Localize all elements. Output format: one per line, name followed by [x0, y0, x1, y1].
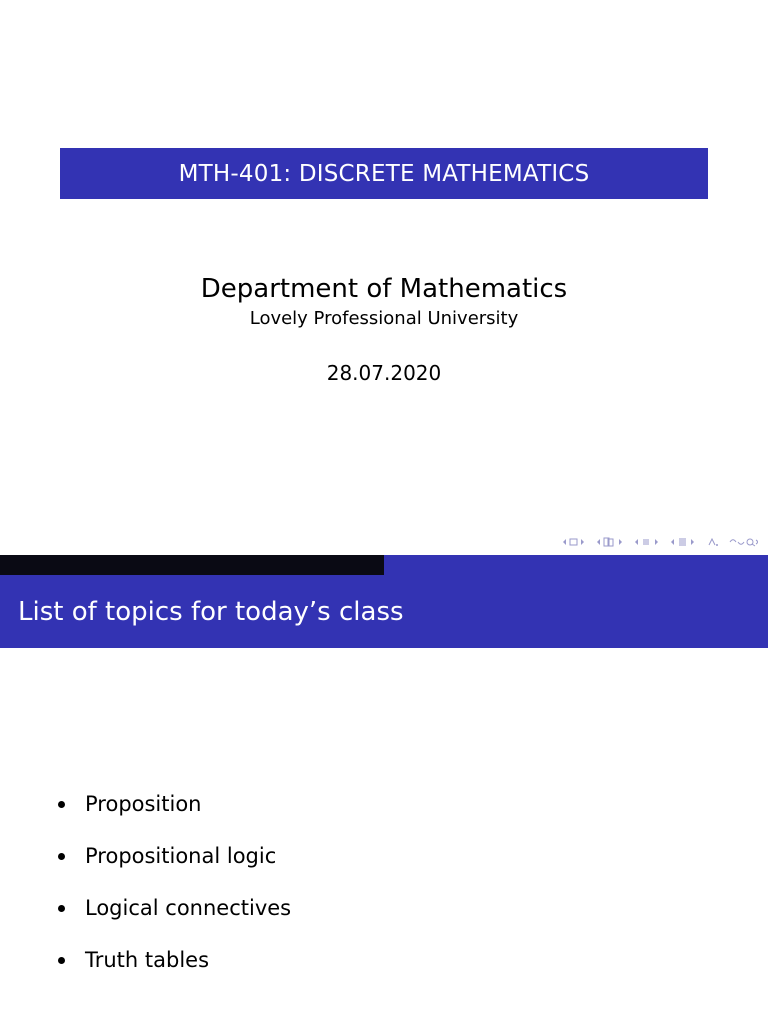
search-nav-group — [728, 537, 760, 547]
topic-label: Proposition — [85, 792, 202, 816]
frame-title: List of topics for today’s class — [18, 596, 404, 627]
topic-label: Truth tables — [85, 948, 210, 972]
bullet-icon — [58, 853, 65, 860]
bullet-icon — [58, 801, 65, 808]
search-icon[interactable] — [728, 537, 760, 547]
frame-title-bar — [0, 575, 768, 648]
topic-label: Logical connectives — [85, 896, 292, 920]
bullet-icon — [58, 957, 65, 964]
subsection-nav-group — [596, 537, 626, 547]
progress-fill — [0, 555, 384, 575]
list-item — [58, 830, 291, 882]
back-nav-group — [706, 537, 720, 547]
course-title: MTH-401: DISCRETE MATHEMATICS — [178, 160, 590, 187]
topics-slide — [0, 555, 768, 1024]
course-title-banner — [60, 148, 708, 199]
section-nav-icon[interactable] — [634, 537, 662, 547]
back-icon[interactable] — [706, 537, 720, 547]
beamer-navigation-bar — [554, 534, 760, 550]
presentation-nav-group — [670, 537, 698, 547]
presentation-nav-icon[interactable] — [670, 537, 698, 547]
frame-nav-group — [562, 537, 588, 547]
bullet-icon — [58, 905, 65, 912]
section-nav-group — [634, 537, 662, 547]
topic-label: Propositional logic — [85, 844, 277, 868]
department-name: Department of Mathematics — [200, 274, 568, 304]
frame-nav-icon[interactable] — [562, 537, 588, 547]
list-item — [58, 882, 291, 934]
progress-bar — [0, 555, 768, 575]
list-item — [58, 778, 291, 830]
topic-list — [58, 778, 291, 986]
presentation-date: 28.07.2020 — [326, 361, 442, 385]
list-item — [58, 934, 291, 986]
subsection-nav-icon[interactable] — [596, 537, 626, 547]
university-name: Lovely Professional University — [249, 308, 519, 329]
